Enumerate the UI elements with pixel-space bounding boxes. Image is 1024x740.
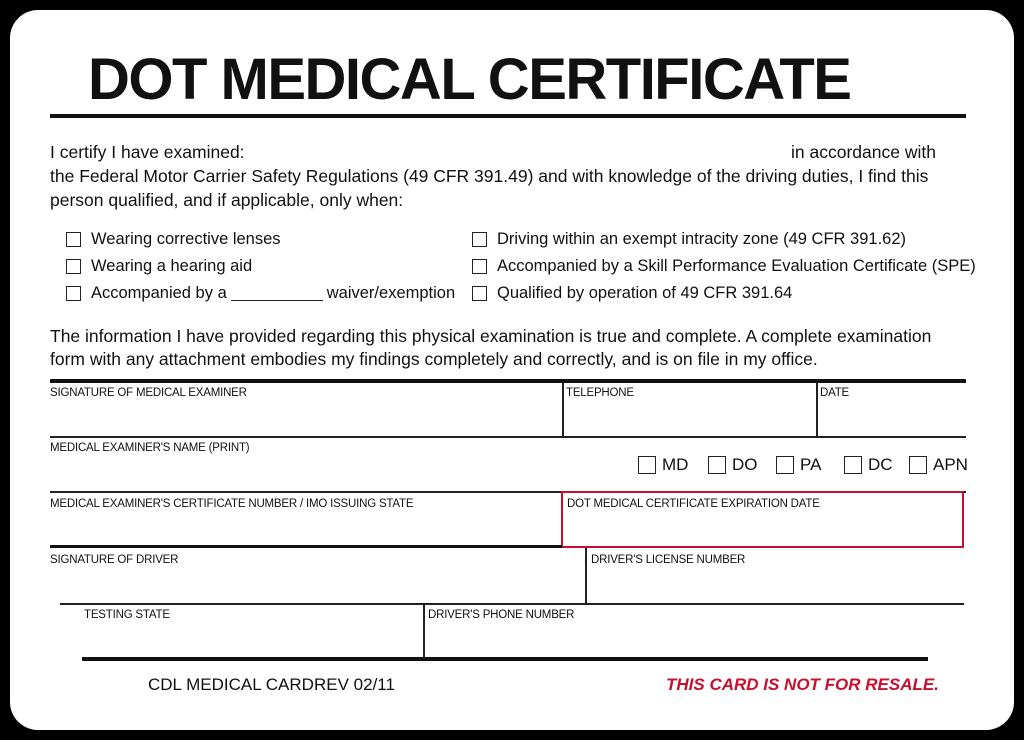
date-field[interactable] <box>820 398 966 436</box>
certificate-title: DOT MEDICAL CERTIFICATE <box>88 47 851 112</box>
row4-divider <box>585 548 587 603</box>
apn-label: APN <box>933 455 968 474</box>
signature-examiner-field[interactable] <box>50 398 562 436</box>
credential-pa[interactable] <box>776 455 821 475</box>
credential-apn[interactable] <box>909 455 968 475</box>
row1-divider-2 <box>816 382 818 437</box>
md-label: MD <box>662 455 689 474</box>
row1-bottom-line <box>50 436 966 438</box>
dc-checkbox[interactable] <box>844 456 862 474</box>
md-checkbox[interactable] <box>638 456 656 474</box>
card-name: CDL MEDICAL CARD <box>148 675 314 694</box>
credential-md[interactable] <box>638 455 688 475</box>
pa-checkbox[interactable] <box>776 456 794 474</box>
cfr-391-64-checkbox[interactable] <box>472 286 487 301</box>
info-line-2: form with any attachment embodies my findings completely and correctly, and is on file in my office. <box>50 349 818 369</box>
info-line-1: The information I have provided regarding this physical examination is true and complete. A complete examination <box>50 326 932 346</box>
row5-divider <box>423 604 425 657</box>
title-rule <box>50 114 966 118</box>
signature-driver-field[interactable] <box>50 566 584 602</box>
apn-checkbox[interactable] <box>909 456 927 474</box>
credential-dc[interactable] <box>844 455 893 475</box>
telephone-label: TELEPHONE <box>566 387 634 399</box>
condition-hearing-aid[interactable] <box>66 257 252 276</box>
driver-phone-field[interactable] <box>428 621 928 657</box>
date-label: DATE <box>820 387 850 399</box>
driver-phone-label: DRIVER'S PHONE NUMBER <box>428 609 575 621</box>
certificate-number-label: MEDICAL EXAMINER'S CERTIFICATE NUMBER / IMO ISSUING STATE <box>50 498 414 510</box>
examiner-name-label: MEDICAL EXAMINER'S NAME (PRINT) <box>50 442 250 454</box>
waiver-prefix: Accompanied by a <box>91 284 227 302</box>
spe-certificate-checkbox[interactable] <box>472 259 487 274</box>
testing-state-label: TESTING STATE <box>84 609 170 621</box>
row4-bottom-line <box>60 603 964 605</box>
spe-certificate-label: Accompanied by a Skill Performance Evaluation Certificate (SPE) <box>497 257 976 275</box>
pa-label: PA <box>800 455 822 474</box>
license-number-field[interactable] <box>591 566 964 602</box>
do-checkbox[interactable] <box>708 456 726 474</box>
row1-divider-1 <box>562 382 564 437</box>
examiner-name-field[interactable] <box>50 454 630 490</box>
form-top-rule <box>50 379 966 383</box>
condition-intracity-zone[interactable] <box>472 230 906 249</box>
hearing-aid-label: Wearing a hearing aid <box>91 257 253 275</box>
waiver-checkbox[interactable] <box>66 286 81 301</box>
dc-label: DC <box>868 455 893 474</box>
form-bottom-rule <box>82 657 928 661</box>
testing-state-field[interactable] <box>84 621 422 657</box>
signature-driver-label: SIGNATURE OF DRIVER <box>50 554 179 566</box>
waiver-blank-field[interactable] <box>231 286 323 301</box>
condition-spe-certificate[interactable] <box>472 257 976 276</box>
row3-bottom-rule <box>50 545 562 548</box>
condition-391-64[interactable] <box>472 284 792 303</box>
corrective-lenses-label: Wearing corrective lenses <box>91 230 281 248</box>
expiration-date-label: DOT MEDICAL CERTIFICATE EXPIRATION DATE <box>567 498 820 510</box>
intracity-zone-label: Driving within an exempt intracity zone (49 CFR 391.62) <box>497 230 907 248</box>
resale-notice: THIS CARD IS NOT FOR RESALE. <box>666 675 939 694</box>
certify-line-end: in accordance with <box>791 142 936 162</box>
card-revision: REV 02/11 <box>314 675 395 694</box>
credential-do[interactable] <box>708 455 758 475</box>
condition-waiver[interactable] <box>66 284 455 303</box>
condition-corrective-lenses[interactable] <box>66 230 281 249</box>
license-number-label: DRIVER'S LICENSE NUMBER <box>591 554 746 566</box>
waiver-suffix: waiver/exemption <box>326 284 456 302</box>
certify-line-2: the Federal Motor Carrier Safety Regulations (49 CFR 391.49) and with knowledge of the driving duties, I find this <box>50 166 929 186</box>
corrective-lenses-checkbox[interactable] <box>66 232 81 247</box>
cfr-391-64-label: Qualified by operation of 49 CFR 391.64 <box>497 284 793 302</box>
certify-line-3: person qualified, and if applicable, only when: <box>50 190 404 210</box>
certify-line-start: I certify I have examined: <box>50 142 245 162</box>
intracity-zone-checkbox[interactable] <box>472 232 487 247</box>
certificate-number-field[interactable] <box>50 510 560 544</box>
do-label: DO <box>732 455 758 474</box>
hearing-aid-checkbox[interactable] <box>66 259 81 274</box>
medical-certificate-card <box>10 10 1014 730</box>
telephone-field[interactable] <box>566 398 816 436</box>
signature-examiner-label: SIGNATURE OF MEDICAL EXAMINER <box>50 387 247 399</box>
